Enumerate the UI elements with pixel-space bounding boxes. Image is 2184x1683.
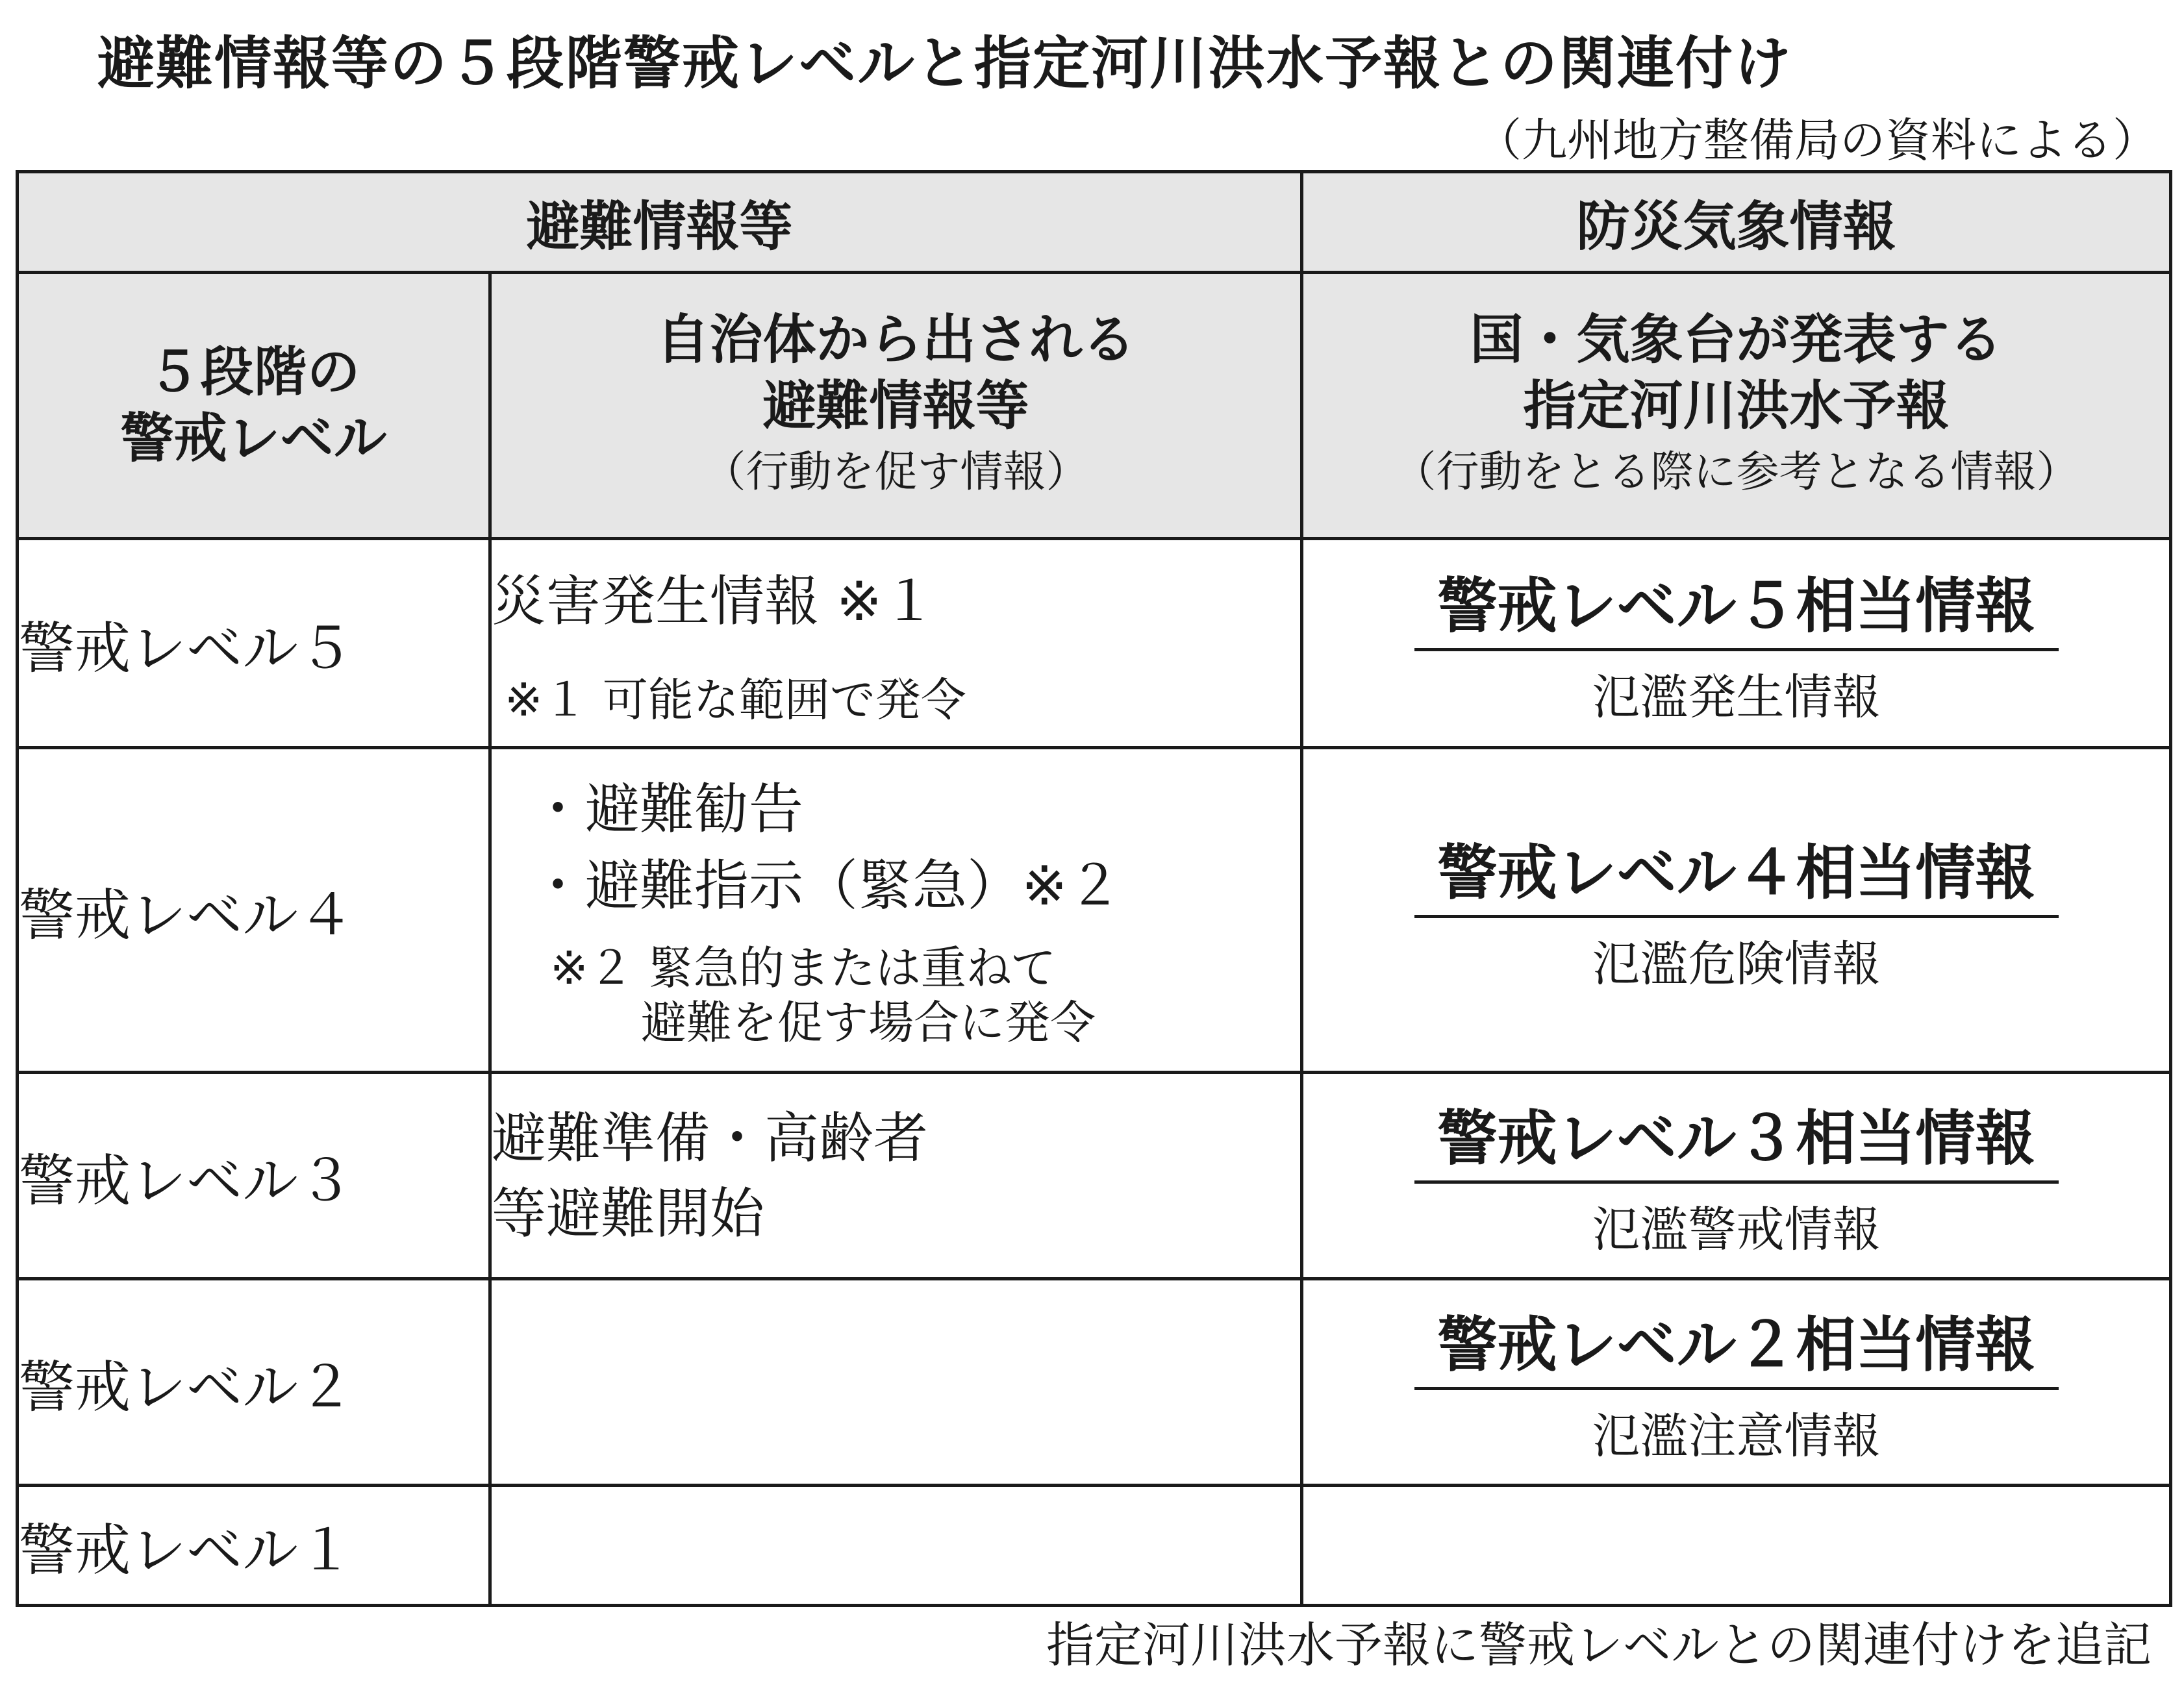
header-alert-level-line: 警戒レベル (120, 407, 387, 469)
evacuation-note-line: ※１ 可能な範囲で発令 (505, 673, 966, 727)
header-flood-forecast (1302, 273, 2171, 539)
flood-forecast-cell (1302, 1073, 2171, 1279)
alert-level-cell: 警戒レベル４ (18, 748, 490, 1073)
alert-level-cell: 警戒レベル１ (18, 1486, 490, 1606)
evacuation-info-cell (490, 1073, 1302, 1279)
flood-forecast-name: 氾濫警戒情報 (1592, 1202, 1881, 1258)
header-group-row (18, 172, 2171, 273)
evacuation-info-cell (490, 1486, 1302, 1606)
alert-level-table (16, 170, 2172, 1607)
evacuation-note-line: ※２ 緊急的または重ねて (550, 941, 1057, 995)
source-note: （九州地方整備局の資料による） (1476, 114, 2158, 167)
header-municipal-line: 避難情報等 (762, 375, 1029, 437)
footnote: 指定河川洪水予報に警戒レベルとの関連付けを追記 (1046, 1617, 2152, 1673)
evacuation-info-cell (490, 539, 1302, 748)
flood-forecast-name: 氾濫注意情報 (1592, 1408, 1881, 1464)
evacuation-info-line: ・避難勧告 (531, 777, 804, 841)
header-evacuation-info: 避難情報等 (18, 172, 1302, 273)
flood-forecast-cell (1302, 539, 2171, 748)
flood-forecast-cell (1302, 748, 2171, 1073)
flood-forecast-cell (1302, 1279, 2171, 1486)
header-municipal-info (490, 273, 1302, 539)
table-row (18, 1486, 2171, 1606)
equivalent-level-title: 警戒レベル５相当情報 (1414, 558, 2059, 651)
alert-level-cell: 警戒レベル３ (18, 1073, 490, 1279)
table-row (18, 1073, 2171, 1279)
evacuation-info-cell (490, 1279, 1302, 1486)
flood-forecast-name: 氾濫発生情報 (1592, 669, 1881, 725)
header-flood-note: （行動をとる際に参考となる情報） (1393, 446, 2079, 497)
header-alert-level-line: ５段階の (147, 341, 360, 403)
evacuation-info-line: ・避難指示（緊急）※２ (531, 853, 1122, 917)
equivalent-level-title: 警戒レベル４相当情報 (1414, 825, 2059, 918)
table-row (18, 1279, 2171, 1486)
evacuation-info-cell (490, 748, 1302, 1073)
header-weather-info: 防災気象情報 (1302, 172, 2171, 273)
alert-level-cell: 警戒レベル５ (18, 539, 490, 748)
alert-level-cell: 警戒レベル２ (18, 1279, 490, 1486)
evacuation-info-line: 等避難開始 (492, 1181, 765, 1245)
table-row (18, 539, 2171, 748)
evacuation-info-line: 災害発生情報 ※１ (492, 569, 937, 633)
evacuation-info-line: 避難準備・高齢者 (492, 1106, 929, 1170)
flood-forecast-cell (1302, 1486, 2171, 1606)
header-flood-line: 指定河川洪水予報 (1523, 375, 1950, 437)
header-municipal-line: 自治体から出される (656, 308, 1136, 371)
flood-forecast-name: 氾濫危険情報 (1592, 936, 1881, 992)
page-title: 避難情報等の５段階警戒レベルと指定河川洪水予報との関連付け (97, 30, 1793, 97)
header-column-row (18, 273, 2171, 539)
table-row (18, 748, 2171, 1073)
equivalent-level-title: 警戒レベル３相当情報 (1414, 1091, 2059, 1184)
evacuation-note-line: 避難を促す場合に発令 (550, 995, 1096, 1049)
equivalent-level-title: 警戒レベル２相当情報 (1414, 1297, 2059, 1390)
header-alert-level (18, 273, 490, 539)
header-municipal-note: （行動を促す情報） (703, 446, 1089, 497)
header-flood-line: 国・気象台が発表する (1470, 308, 2003, 371)
